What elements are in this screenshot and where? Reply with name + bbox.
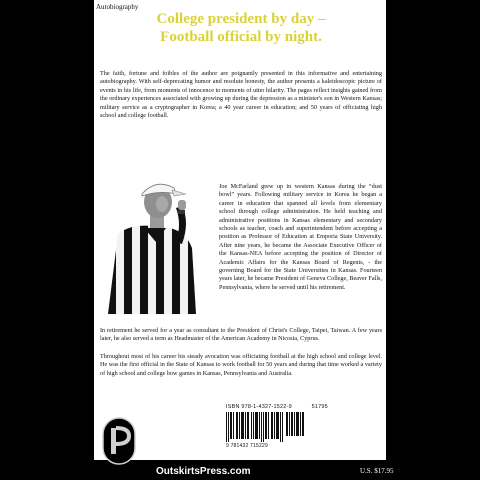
price-code: 51795 bbox=[311, 404, 328, 410]
retirement-paragraph: In retirement he served for a year as consultant to the President of Christ's College, Taipei, Taiwan. A few years later, he also served a term as Headmaster of the American Academy in Nicosia, Cyprus. bbox=[100, 327, 382, 343]
headline bbox=[96, 10, 386, 46]
headline-line-2: Football official by night. bbox=[160, 29, 322, 45]
genre-label: Autobiography bbox=[96, 3, 139, 11]
bio-paragraph: Joe McFarland grew up in western Kansas during the “dust bowl” years. Following military service in Korea he began a career in education that spanned all levels from elementary school through college administration. He held teaching and administrative positions in Kansas elementary and secondary schools as teacher, coach and superintendent before accepting a position as Professor of Education at Emporia State University. After nine years, he became the Associate Executive Officer of the Kansas-NEA before accepting the position of Director of Academic Affairs for the Kansas Board of Regents, - the governing Board for the State Universities in Kansas. Fourteen years later, he became President of Geneva College, Beaver Falls, Pennsylvania, where he served until his retirement. bbox=[219, 183, 382, 291]
referee-illustration bbox=[100, 172, 212, 314]
intro-paragraph: The faith, fortune and foibles of the author are poignantly presented in this informative and entertaining autobiography. With self-deprecating humor and resolute honesty, the author presents a kaleidoscopic picture of events in his life, from moments of innocence to moments of utter hilarity. The pages reflect insights gained from the ordinary experiences associated with growing up during the depression as a minister's son in Western Kansas; military service as a cryptographer in Korea; a 40 year career in education; and 50 years of officiating high school and college football. bbox=[100, 70, 382, 120]
isbn-number: ISBN 978-1-4327-1522-9 bbox=[226, 404, 292, 410]
barcode-digits: 9 781432 715229 bbox=[226, 443, 268, 449]
barcode-bars bbox=[226, 412, 304, 442]
publisher-name[interactable]: OutskirtsPress.com bbox=[156, 466, 251, 477]
officiating-paragraph: Throughout most of his career his steady avocation was officiating football at the high school and college level. He was the first official in the State of Kansas to work football for 50 years and during that time worked a variety of high school and college bow games in Kansas, Pennsylvania and Australia. bbox=[100, 353, 382, 377]
isbn-text bbox=[226, 404, 328, 410]
price-label: U.S. $17.95 bbox=[360, 467, 394, 475]
headline-line-1: College president by day – bbox=[156, 11, 326, 27]
referee-photo bbox=[100, 172, 212, 314]
outskirts-press-logo-icon bbox=[101, 416, 137, 466]
